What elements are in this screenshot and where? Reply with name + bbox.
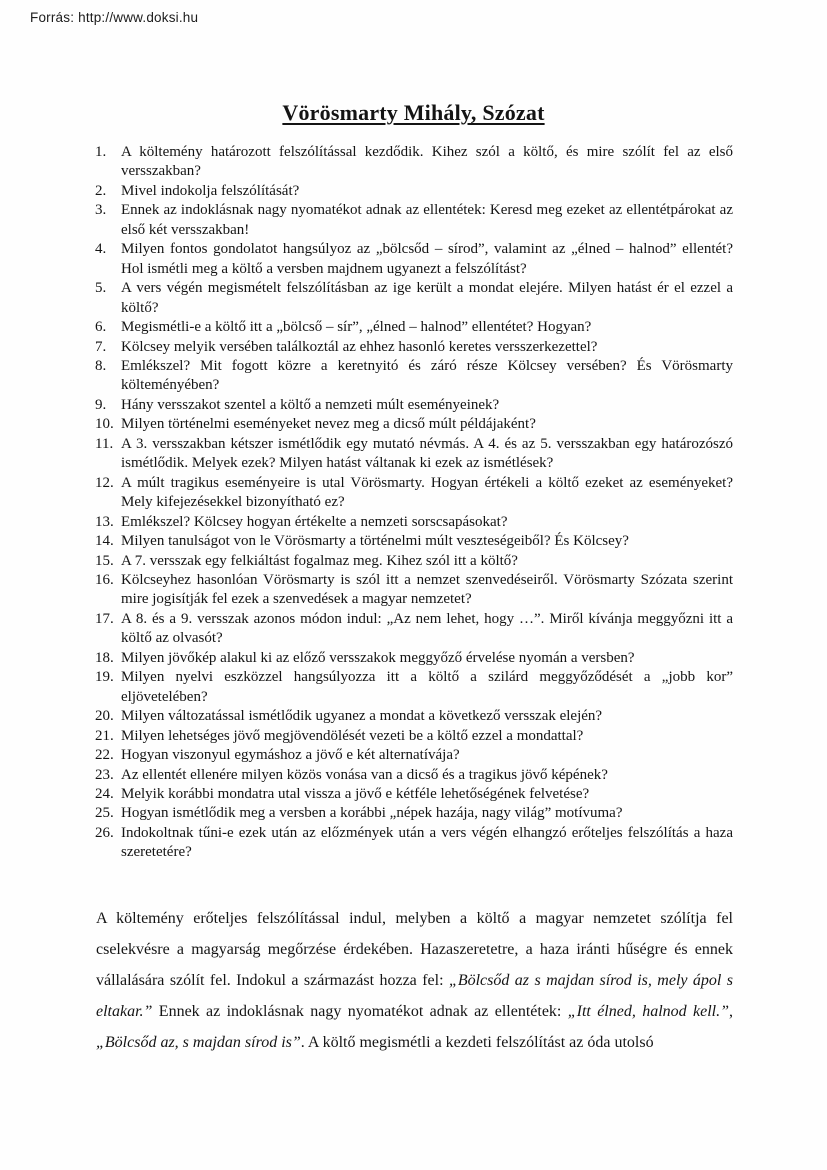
question-item <box>95 668 733 707</box>
question-number: 18. <box>95 649 114 666</box>
question-text: Hogyan viszonyul egymáshoz a jövő e két alternatívája? <box>121 747 460 764</box>
question-item <box>95 240 733 279</box>
question-list <box>95 143 733 863</box>
question-text: Milyen fontos gondolatot hangsúlyoz az „bölcsőd – sírod”, valamint az „élned – halnod” ellentét? Hol ismétli meg a költő a versben majdnem ugyanezt a felszólítást? <box>121 241 733 277</box>
question-number: 4. <box>95 241 107 258</box>
question-number: 3. <box>95 202 107 219</box>
question-item <box>95 357 733 396</box>
question-text: Milyen történelmi eseményeket nevez meg a dicső múlt példájaként? <box>121 416 536 433</box>
question-number: 21. <box>95 727 114 744</box>
question-text: Emlékszel? Mit fogott közre a keretnyitó és záró része Kölcsey versében? És Vörösmarty költeményében? <box>121 357 733 394</box>
question-text: Mivel indokolja felszólítását? <box>121 182 300 199</box>
question-text: A 3. versszakban kétszer ismétlődik egy mutató névmás. A 4. és az 5. versszakban egy határozószó ismétlődik. Melyek ezek? Milyen hatást váltanak ki ezek az ismétlések? <box>121 435 733 472</box>
question-text: Milyen jövőkép alakul ki az előző versszakok meggyőző érvelése nyomán a versben? <box>121 649 635 666</box>
question-item <box>95 707 733 726</box>
question-number: 17. <box>95 610 114 627</box>
question-item <box>95 182 733 201</box>
question-item <box>95 143 733 182</box>
analysis-quote: „Bölcsőd az, s majdan sírod is” <box>96 1034 301 1051</box>
question-number: 9. <box>95 396 107 413</box>
question-text: Milyen nyelvi eszközzel hangsúlyozza itt a költő a szilárd meggyőződését a „jobb kor” eljövetelében? <box>121 669 733 705</box>
analysis-quote: „Bölcsőd az s majdan sírod is, mely ápol s eltakar.” <box>96 972 733 1020</box>
analysis-paragraph <box>96 903 733 1058</box>
question-number: 5. <box>95 280 107 297</box>
question-item <box>95 532 733 551</box>
question-number: 25. <box>95 805 114 822</box>
question-text: Hogyan ismétlődik meg a versben a korábbi „népek hazája, nagy világ” motívuma? <box>121 805 623 822</box>
question-text: Megismétli-e a költő itt a „bölcső – sír”, „élned – halnod” ellentétet? Hogyan? <box>121 319 592 336</box>
question-number: 14. <box>95 533 114 550</box>
question-item <box>95 785 733 804</box>
question-item <box>95 415 733 434</box>
question-item <box>95 610 733 649</box>
question-number: 24. <box>95 785 114 802</box>
question-number: 6. <box>95 319 107 336</box>
question-item <box>95 318 733 337</box>
question-item <box>95 513 733 532</box>
question-number: 23. <box>95 766 114 783</box>
question-item <box>95 727 733 746</box>
question-number: 8. <box>95 357 107 374</box>
question-number: 26. <box>95 824 114 841</box>
question-item <box>95 804 733 823</box>
question-text: Hány versszakot szentel a költő a nemzeti múlt eseményeinek? <box>121 396 500 413</box>
analysis-segment: Ennek az indoklásnak nagy nyomatékot adnak az ellentétek: <box>152 1003 568 1020</box>
question-text: Milyen változatással ismétlődik ugyanez a mondat a következő versszak elején? <box>121 708 603 725</box>
question-number: 10. <box>95 416 114 433</box>
question-number: 12. <box>95 474 114 491</box>
question-text: A 7. versszak egy felkiáltást fogalmaz meg. Kihez szól itt a költő? <box>121 552 518 569</box>
question-number: 15. <box>95 552 114 569</box>
question-text: Melyik korábbi mondatra utal vissza a jövő e kétféle lehetőségének felvetése? <box>121 785 590 802</box>
question-number: 2. <box>95 182 107 199</box>
analysis-segment: A költemény erőteljes felszólítással indul, melyben a költő a magyar nemzetet szólítja fel cselekvésre a magyarság megőrzése érdekében. Hazaszeretetre, a haza iránti hűségre és ennek vállalására szólít fel. Indokul a származást hozza fel: <box>96 910 733 989</box>
question-text: A múlt tragikus eseményeire is utal Vörösmarty. Hogyan értékeli a költő ezeket az eseményeket? Mely kifejezésekkel bizonyítható ez? <box>121 474 733 511</box>
question-number: 11. <box>95 435 114 452</box>
question-item <box>95 824 733 863</box>
question-number: 13. <box>95 513 114 530</box>
question-number: 16. <box>95 571 114 588</box>
question-text: Milyen lehetséges jövő megjövendölését vezeti be a költő ezzel a mondattal? <box>121 727 584 744</box>
question-item <box>95 474 733 513</box>
analysis-quote: „Itt élned, halnod kell.” <box>567 1003 730 1020</box>
question-text: Kölcsey melyik versében találkoztál az ehhez hasonló keretes versszerkezettel? <box>121 338 598 355</box>
question-text: Az ellentét ellenére milyen közös vonása van a dicső és a tragikus jövő képének? <box>121 766 608 783</box>
question-item <box>95 746 733 765</box>
question-item <box>95 435 733 474</box>
question-number: 7. <box>95 338 107 355</box>
page-title <box>0 100 827 126</box>
question-item <box>95 766 733 785</box>
question-text: A vers végén megismételt felszólításban az ige került a mondat elejére. Milyen hatást ér el ezzel a költő? <box>121 280 733 316</box>
question-item <box>95 338 733 357</box>
question-text: Kölcseyhez hasonlóan Vörösmarty is szól itt a nemzet szenvedéseiről. Vörösmarty Szózata szerint mire jogisítják fel ezek a szenvedések a magyar nemzetet? <box>121 571 733 608</box>
question-item <box>95 279 733 318</box>
question-number: 1. <box>95 144 107 160</box>
question-item <box>95 396 733 415</box>
question-text: Milyen tanulságot von le Vörösmarty a történelmi múlt veszteségeiből? És Kölcsey? <box>121 533 629 550</box>
question-number: 19. <box>95 669 114 686</box>
question-number: 20. <box>95 708 114 725</box>
question-item <box>95 552 733 571</box>
analysis-segment: . A költő megismétli a kezdeti felszólítást az óda utolsó <box>300 1034 654 1051</box>
question-number: 22. <box>95 747 114 764</box>
question-text: A 8. és a 9. versszak azonos módon indul: „Az nem lehet, hogy …”. Miről kívánja meggyőzni itt a költő az olvasót? <box>121 610 733 647</box>
question-item <box>95 571 733 610</box>
question-text: A költemény határozott felszólítással kezdődik. Kihez szól a költő, és mire szólít fel az első versszakban? <box>121 144 733 180</box>
analysis-segment: , <box>729 1003 734 1020</box>
page-title-text: Vörösmarty Mihály, Szózat <box>282 100 545 125</box>
source-note: Forrás: http://www.doksi.hu <box>30 10 199 25</box>
question-item <box>95 201 733 240</box>
question-text: Emlékszel? Kölcsey hogyan értékelte a nemzeti sorscsapásokat? <box>121 513 508 530</box>
question-item <box>95 649 733 668</box>
question-text: Ennek az indoklásnak nagy nyomatékot adnak az ellentétek: Keresd meg ezeket az ellentétpárokat az első két versszakban! <box>121 202 733 238</box>
question-text: Indokoltnak tűni-e ezek után az előzmények után a vers végén elhangzó erőteljes felszólítás a haza szeretetére? <box>121 824 733 861</box>
